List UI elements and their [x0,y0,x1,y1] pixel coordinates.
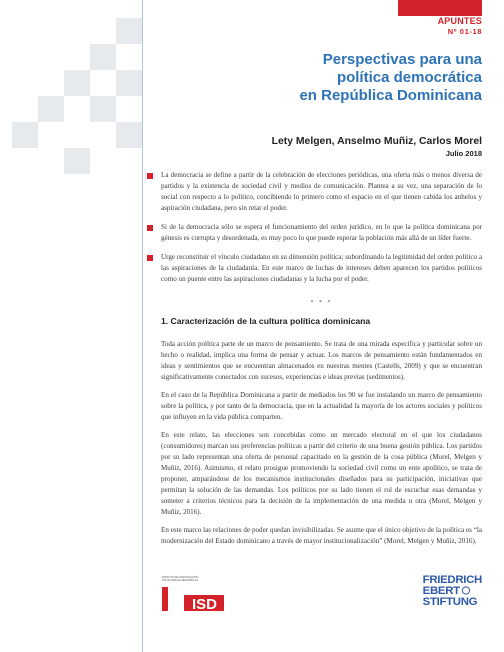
fes-circle-icon [461,586,471,595]
summary-bullet [161,170,482,214]
isd-mark-icon [162,585,224,613]
isd-logo [162,576,224,612]
section-separator: * * * [310,300,333,306]
isd-logo-text: INSTITUTO DE INVESTIGACIÓN SOCIAL PARA EL DESARROLLO [162,576,199,582]
summary-bullet [161,252,482,285]
red-square-bullet-icon [147,255,153,261]
body-text [161,339,482,554]
title-line: en República Dominicana [299,87,482,104]
fes-logo-line: STIFTUNG [422,596,478,608]
red-square-bullet-icon [147,173,153,179]
series-label [438,17,482,36]
fes-logo [423,575,482,608]
summary-bullet [161,222,482,244]
authors: Lety Melgen, Anselmo Muñiz, Carlos Morel [271,136,482,147]
fes-logo-line: EBERT [423,586,482,597]
red-square-bullet-icon [147,225,153,231]
series-name: APUNTES [437,16,482,26]
page-divider-line [142,0,143,652]
bullet-text: La democracia se define a partir de la celebración de elecciones periódicas, una oferta más o menos diversa de partidos y la existencia de sociedad civil y medios de comunicación. Plantea a su vez, una separación de lo social con respecto a lo político, concibiendo lo primero como el espacio en el que tienen cabida los anhelos y aspiración ciudadana, pero sin retar el poder. [161,171,482,212]
series-badge [398,0,482,16]
document-title [162,51,482,105]
bullet-text: Urge reconstituir el vínculo ciudadano en su dimensión política; subordinando la legitimidad del orden político a las aspiraciones de la ciudadanía. En este marco de luchas de intereses deben aparecen los partidos políticos como un puente entre las aspiraciones ciudadanas y la lucha por el poder. [161,253,482,283]
title-line: política democrática [336,69,482,86]
paragraph: En este relato, las elecciones son concebidas como un mercado electoral en el que los ciudadanos (consumidores) marcan sus preferencias políticas a partir del criterio de una buena gestión pública. Los partidos por su lado representan una oferta de personal capacitado en la gestión de la cosa pública (Morel, Melgen y Muñiz, 2016). Asimismo, el relato prosigue promoviendo la sociedad civil como un ente apolítico, se trata de proponer, amparándose de los mecanismos institucionales diseñados para su participación, iniciativas que permitan la solución de las demandas. Los políticos por su lado tienen el rol de escuchar esas demandas y someter a criterios técnicos para la decisión de la implementación de una medida u otra (Morel, Melgen y Muñiz, 2016). [161,431,482,516]
section-heading: 1. Caracterización de la cultura política dominicana [161,316,371,326]
paragraph: En el caso de la República Dominicana a partir de mediados los 90 se fue instalando un marco de pensamiento sobre la política, y por tanto de la democracia, que en la actualidad la mayoría de los actores sociales y políticos que influyen en la vida pública comparten. [161,391,482,421]
isd-mark-text: ISD [192,596,218,613]
paragraph: En este marco las relaciones de poder quedan invisibilizadas. Se asume que el único objetivo de la política es “la modernización del Estado dominicano a través de mayor institucionalización” (Morel, Melgen y Muñiz, 2016). [161,526,482,545]
title-line: Perspectivas para una [322,51,482,68]
summary-bullets [161,170,482,293]
bullet-text: Si de la democracia sólo se espera el funcionamiento del orden jurídico, en lo que la política dominicana por génesis es corrupta y desordenada, es muy poco lo que puede esperar la población más allá de un líder fuerte. [161,223,482,242]
fes-logo-line: FRIEDRICH [422,574,482,586]
decorative-squares [0,0,142,200]
publication-date: Julio 2018 [445,149,482,158]
paragraph: Toda acción política parte de un marco de pensamiento. Se trata de una mirada específica y particular sobre un hecho o realidad, implica una forma de pensar y actuar. Los marcos de pensamiento están fundamentados en ideas y sentimientos que se encuentran almacenados en nuestras mentes (Castells, 2009) y que se encuentran significativamente conectados con sucesos, experiencias e ideas previas (sedimentos). [161,340,482,381]
series-number: Nº 01-18 [447,27,482,36]
